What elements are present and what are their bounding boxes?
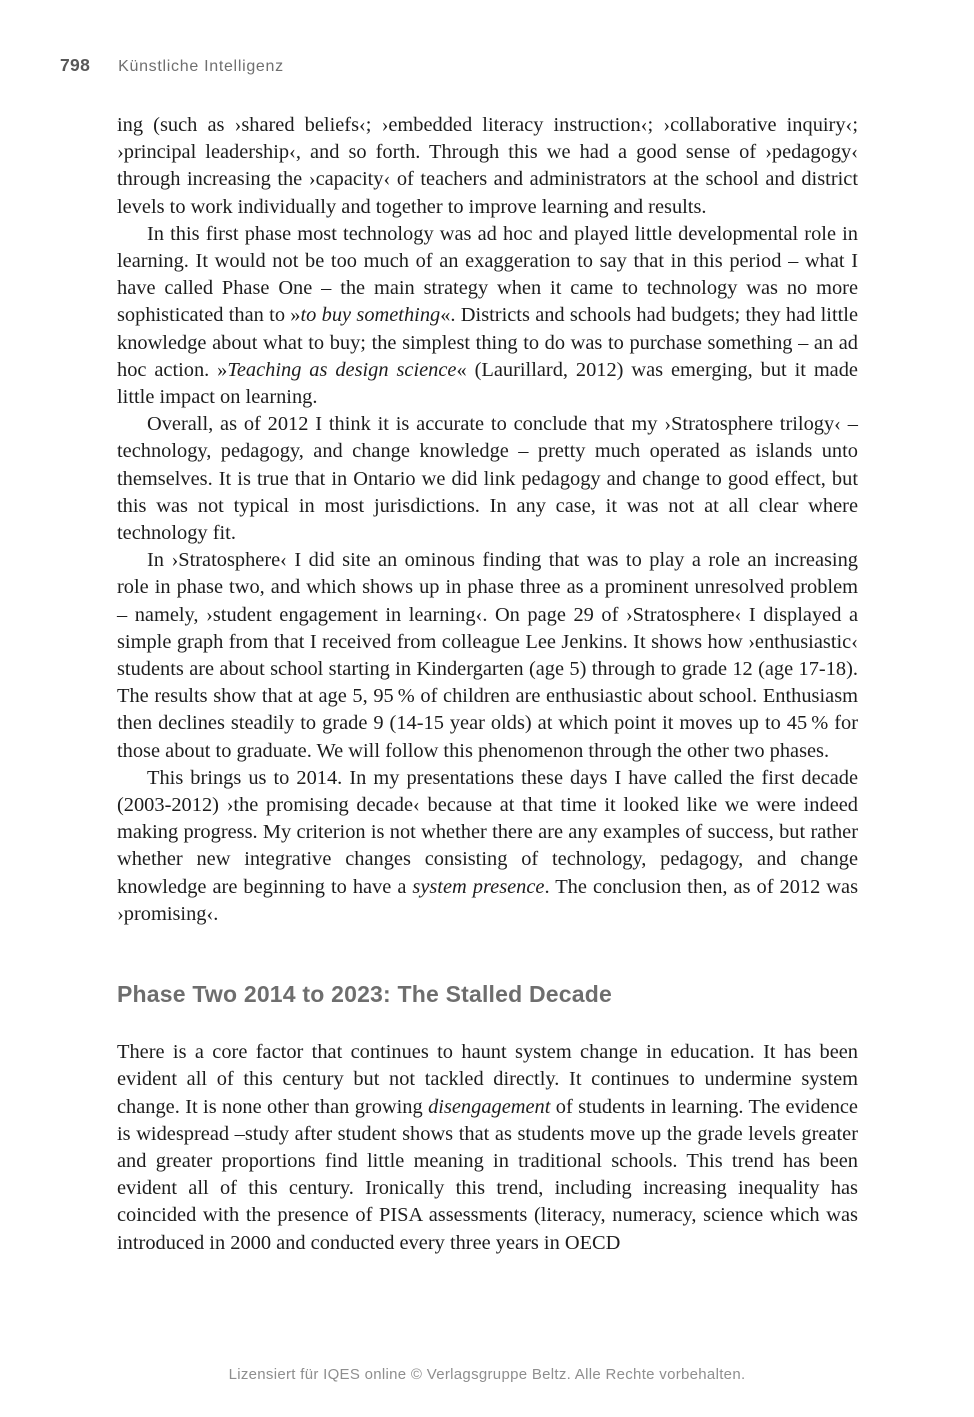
text-run: In ›Stratosphere‹ I did site an ominous finding that was to play a role an increasing role in phase two, and which shows up in phase three as a prominent unresolved problem – namely, ›student engagement in learning‹. On page 29 of ›Stratosphere‹ I displayed a simple graph from that I received from colleague Lee Jenkins. It shows how ›enthusiastic‹ students are about school starting in Kindergarten (age 5) through to grade 12 (age 17-18). The results show that at age 5, 95 % of children are enthusiastic about school. Enthusiasm then declines steadily to grade 9 (14-15 year olds) at which point it moves up to 45 % for those about to graduate. We will follow this phenomenon through the other two phases.: [117, 549, 858, 762]
text-run: ing (such as ›shared beliefs‹; ›embedded literacy instruction‹; ›collaborative inquiry‹; ›principal leadership‹, and so forth. Through this we had a good sense of ›pedagogy‹ through increasing the ›capacity‹ of teachers and administrators at the school and district levels to work individually and together to improve learning and results.: [117, 114, 858, 218]
paragraph: [117, 411, 858, 547]
text-run: «. Districts and schools had budgets; they had little knowledge about what to buy; the simplest thing to do was to purchase something – an ad hoc action. »: [117, 304, 859, 381]
text-run: There is a core factor that continues to haunt system change in education. It has been evident all of this century but not tackled directly. It continues to undermine system change. It is none other than growing: [117, 1041, 858, 1118]
italic-text-run: to buy something: [300, 304, 441, 327]
paragraph: [117, 221, 858, 411]
italic-text-run: Teaching as design science: [227, 358, 457, 381]
page-number: 798: [60, 55, 91, 75]
text-run: Overall, as of 2012 I think it is accurate to conclude that my ›Stratosphere trilogy‹ – technology, pedagogy, and change knowledge – pretty much operated as islands unto themselves. It is true that in Ontario we did link pedagogy and change to good effect, but this was not typical in most jurisdictions. In any case, it was not at all clear where technology fit.: [117, 413, 858, 545]
paragraph: [117, 765, 858, 928]
italic-text-run: system presence: [412, 875, 545, 898]
paragraph: [117, 1039, 858, 1257]
license-notice: Lizensiert für IQES online © Verlagsgruppe Beltz. Alle Rechte vorbehalten.: [228, 1366, 746, 1383]
running-title: Künstliche Intelligenz: [118, 58, 284, 75]
text-run: This brings us to 2014. In my presentations these days I have called the first decade (2003-2012) ›the promising decade‹ because at that time it looked like we were indeed making progress. My criterion is not whether there are any examples of success, but rather whether new integrative changes consisting of technology, pedagogy, and change knowledge are beginning to have a: [117, 766, 858, 898]
section-heading: Phase Two 2014 to 2023: The Stalled Decade: [117, 981, 613, 1008]
text-run: . The conclusion then, as of 2012 was ›promising‹.: [117, 875, 859, 925]
text-run: In this first phase most technology was ad hoc and played little developmental role in learning. It would not be too much of an exaggeration to say that in this period – what I have called Phase One – the main strategy when it came to technology was no more sophisticated than to »: [117, 222, 858, 327]
text-run: of students in learning. The evidence is widespread –study after student shows that as students move up the grade levels greater and greater proportions find little meaning in traditional schools. This trend has been evident all of this century. Ironically this trend, including increasing inequality has coincided with the presence of PISA assessments (literacy, numeracy, science which was introduced in 2000 and conducted every three years in OECD: [117, 1095, 858, 1254]
page-header: [60, 55, 284, 76]
content-blocks: [117, 112, 858, 1257]
text-run: « (Laurillard, 2012) was emerging, but it made little impact on learning.: [117, 358, 858, 409]
paragraph: [117, 112, 858, 221]
paragraph: [117, 547, 858, 765]
italic-text-run: disengagement: [428, 1095, 551, 1118]
